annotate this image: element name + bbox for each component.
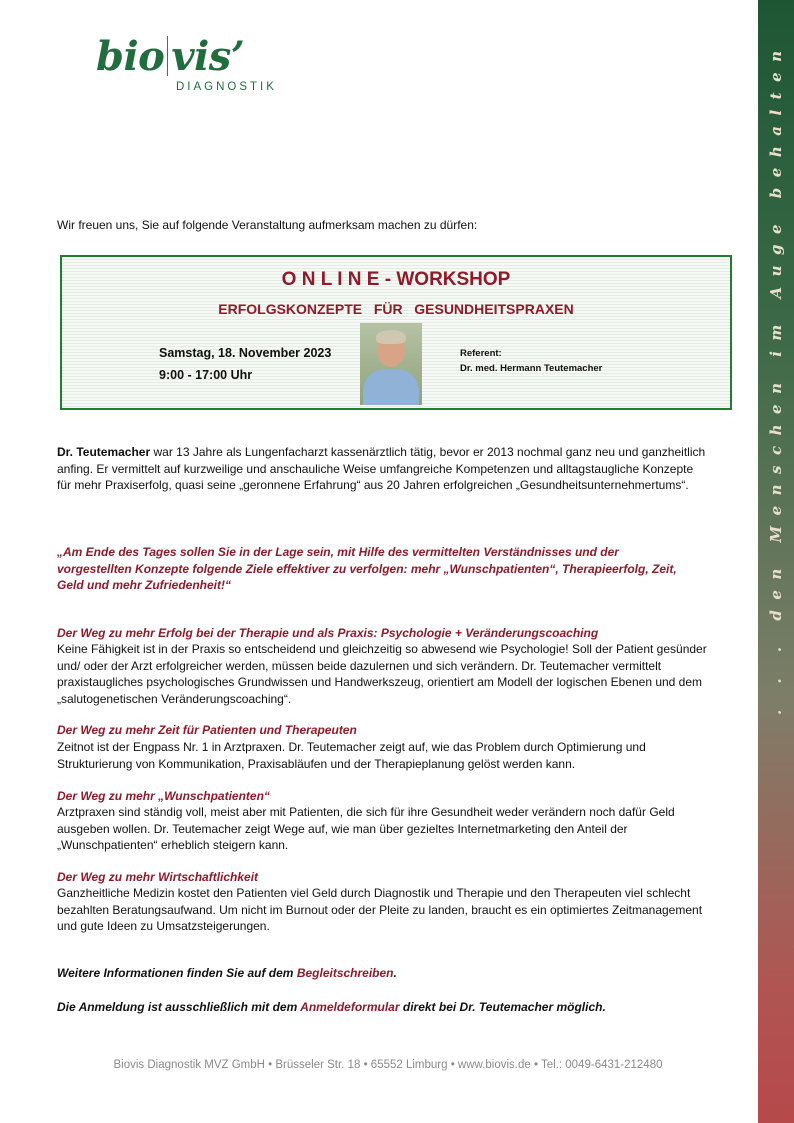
- event-subtitle: ERFOLGSKONZEPTE FÜR GESUNDHEITSPRAXEN: [218, 301, 574, 317]
- logo-subtitle: DIAGNOSTIK: [176, 81, 277, 93]
- speaker-bio-text: war 13 Jahre als Lungenfacharzt kassenärztlich tätig, bevor er 2013 nochmal ganz neu und ganzheitlich anfing. Er vermittelt auf kurzweilige und anschauliche Weise umfangreiche Kompetenzen und alltagstaugliche Konzepte für mehr Praxiserfolg, quasi seine „geronnene Erfahrung“ aus 20 Jahren erfolgreichen „Gesundheitsunternehmertums“.: [57, 445, 706, 492]
- logo-brand-right: vis: [171, 33, 231, 80]
- logo-divider: [167, 36, 168, 76]
- speaker-bio-name: Dr. Teutemacher: [57, 445, 151, 459]
- referent-name: Dr. med. Hermann Teutemacher: [460, 363, 603, 374]
- speaker-bio: [57, 444, 707, 494]
- event-time: 9:00 - 17:00 Uhr: [159, 368, 253, 382]
- event-date: Samstag, 18. November 2023: [159, 346, 332, 360]
- footer-contact: Biovis Diagnostik MVZ GmbH • Brüsseler Str. 18 • 65552 Limburg • www.biovis.de • Tel.: 0049-6431-212480: [113, 1059, 663, 1071]
- biovis-logo: [96, 33, 277, 93]
- logo-wordmark: [96, 33, 244, 81]
- anmeldeformular-link[interactable]: Anmeldeformular: [300, 1000, 400, 1014]
- logo-apostrophe: ’: [230, 33, 245, 80]
- section-text-psychology: Keine Fähigkeit ist in der Praxis so entscheidend und gleichzeitig so abwesend wie Psychologie! Soll der Patient gesünder und/ oder der Arzt erfolgreicher werden, müssen beide dazulernen und sich verändern. Dr. Teutemacher vermittelt praxistaugliches psychologisches Grundwissen und Handwerkszeug, orientiert am Modell der logischen Ebenen und dem „salutogenetischen Veränderungscoaching“.: [57, 642, 707, 706]
- info-note: [57, 966, 397, 980]
- section-heading-psychology: Der Weg zu mehr Erfolg bei der Therapie und als Praxis: Psychologie + Veränderungscoaching: [57, 626, 599, 640]
- section-text-economy: Ganzheitliche Medizin kostet den Patienten viel Geld durch Diagnostik und Therapie und den Therapeuten viel schlecht bezahlten Beratungsaufwand. Um nicht im Burnout oder der Pleite zu landen, braucht es ein optimiertes Zeitmanagement und gute Ideen zu Umsatzsteigerungen.: [57, 886, 703, 933]
- photo-shirt: [363, 369, 419, 405]
- begleitschreiben-link[interactable]: Begleitschreiben: [296, 966, 394, 980]
- section-text-patients: Arztpraxen sind ständig voll, meist aber mit Patienten, die sich für ihre Gesundheit weder verändern noch dafür Geld ausgeben wollen. Dr. Teutemacher zeigt Wege auf, wie man über gezieltes Internetmarketing den Anteil der „Wunschpatienten“ erheblich steigern kann.: [57, 805, 675, 852]
- section-heading-patients: Der Weg zu mehr „Wunschpatienten“: [57, 789, 270, 803]
- info-note-prefix: Weitere Informationen finden Sie auf dem: [57, 966, 297, 980]
- speaker-photo: [360, 323, 422, 405]
- registration-note-prefix: Die Anmeldung ist ausschließlich mit dem: [57, 1000, 301, 1014]
- logo-brand-left: bio: [96, 33, 165, 80]
- side-band-slogan: . . . den Menschen im Auge behalten: [767, 40, 785, 715]
- section-heading-economy: Der Weg zu mehr Wirtschaftlichkeit: [57, 870, 259, 884]
- referent-label: Referent:: [460, 348, 502, 359]
- intro-text: Wir freuen uns, Sie auf folgende Veranstaltung aufmerksam machen zu dürfen:: [57, 218, 478, 232]
- event-title: O N L I N E - WORKSHOP: [281, 269, 511, 290]
- registration-note: [57, 1000, 606, 1014]
- registration-note-suffix: direkt bei Dr. Teutemacher möglich.: [399, 1000, 606, 1014]
- side-band: [758, 0, 794, 1123]
- workshop-goal-quote: „Am Ende des Tages sollen Sie in der Lage sein, mit Hilfe des vermittelten Verständnisses und der vorgestellten Konzepte folgende Ziele effektiver zu verfolgen: mehr „Wunschpatienten“, Therapieerfolg, Zeit, Geld und mehr Zufriedenheit!“: [57, 545, 677, 592]
- info-note-suffix: .: [393, 966, 397, 980]
- event-box: [60, 255, 732, 410]
- section-text-time: Zeitnot ist der Engpass Nr. 1 in Arztpraxen. Dr. Teutemacher zeigt auf, wie das Problem durch Optimierung und Strukturierung von Kommunikation, Praxisabläufen und der Therapieplanung gelöst werden kann.: [57, 740, 646, 771]
- section-heading-time: Der Weg zu mehr Zeit für Patienten und Therapeuten: [57, 723, 357, 737]
- photo-hair: [376, 330, 406, 344]
